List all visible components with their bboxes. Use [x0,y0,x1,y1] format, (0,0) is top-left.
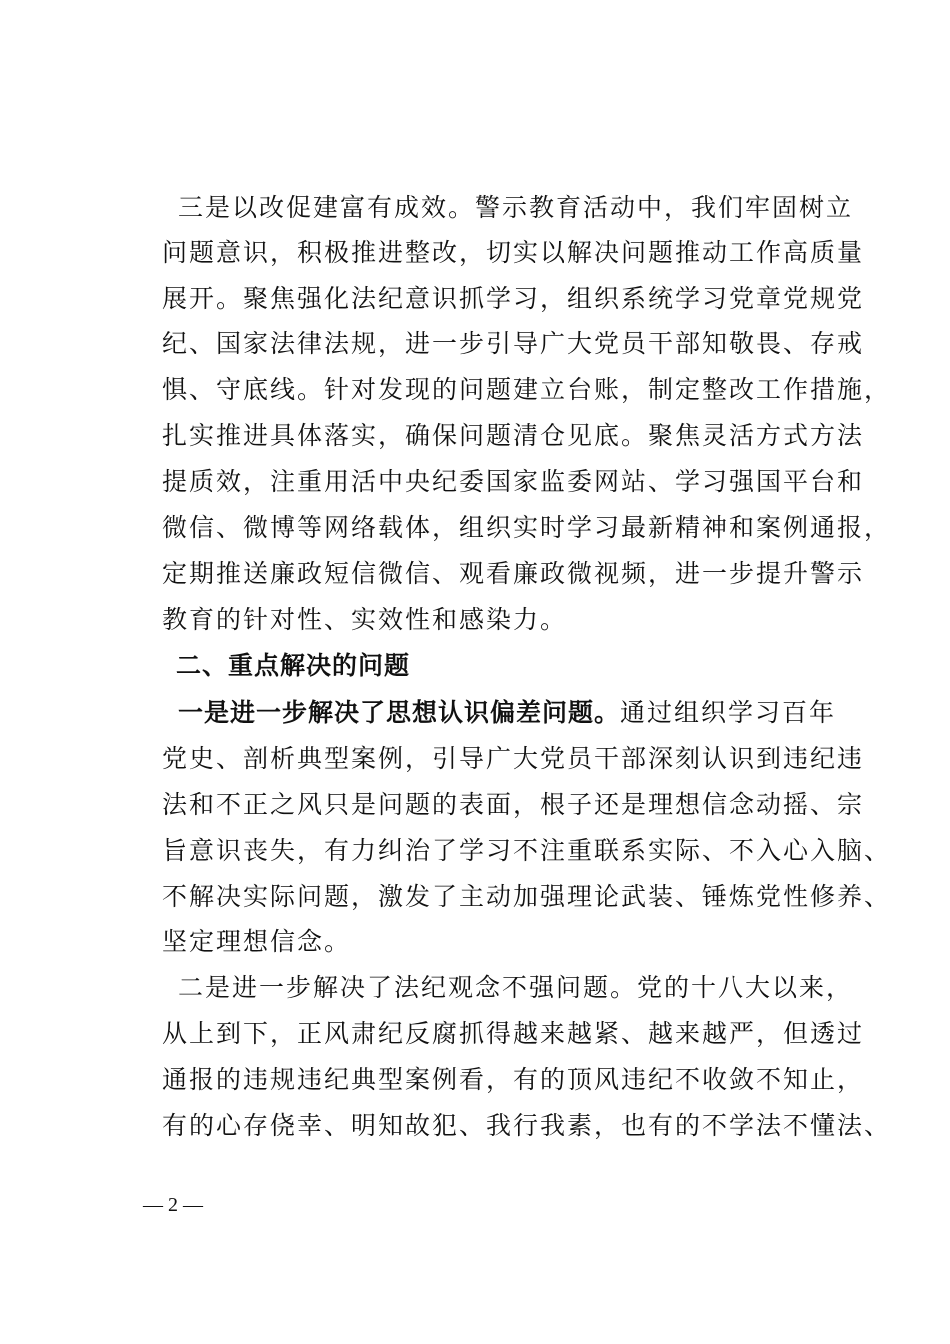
paragraph-2-bold-lead: 一是进一步解决了思想认识偏差问题。 [178,698,621,727]
paragraph-2-line-1 [178,697,836,729]
paragraph-1-line-8: 微信、微博等网络载体，组织实时学习最新精神和案例通报， [162,513,892,542]
paragraph-1-line-5: 惧、守底线。针对发现的问题建立台账，制定整改工作措施， [162,375,892,404]
paragraph-1-line-4: 纪、国家法律法规，进一步引导广大党员干部知敬畏、存戒 [162,329,865,358]
paragraph-3-line-2: 从上到下，正风肃纪反腐抓得越来越紧、越来越严，但透过 [162,1019,865,1048]
paragraph-1-line-2: 问题意识，积极推进整改，切实以解决问题推动工作高质量 [162,238,865,267]
page-number: — 2 — [143,1194,203,1216]
paragraph-2-line-2: 党史、剖析典型案例，引导广大党员干部深刻认识到违纪违 [162,744,865,773]
paragraph-1-line-7: 提质效，注重用活中央纪委国家监委网站、学习强国平台和 [162,467,865,496]
paragraph-3-line-3: 通报的违规违纪典型案例看，有的顶风违纪不收敛不知止， [162,1065,865,1094]
paragraph-1-line-9: 定期推送廉政短信微信、观看廉政微视频，进一步提升警示 [162,559,865,588]
paragraph-3-line-1: 二是进一步解决了法纪观念不强问题。党的十八大以来， [178,973,854,1002]
paragraph-1-line-1: 三是以改促建富有成效。警示教育活动中，我们牢固树立 [178,193,854,222]
paragraph-3-line-4: 有的心存侥幸、明知故犯、我行我素，也有的不学法不懂法、 [162,1111,892,1140]
paragraph-2-first-line-rest: 通过组织学习百年 [620,698,837,727]
paragraph-2-line-5: 不解决实际问题，激发了主动加强理论武装、锤炼党性修养、 [162,882,892,911]
paragraph-2-line-6: 坚定理想信念。 [162,927,352,956]
paragraph-1-line-3: 展开。聚焦强化法纪意识抓学习，组织系统学习党章党规党 [162,284,865,313]
section-heading: 二、重点解决的问题 [176,651,411,680]
paragraph-2-line-4: 旨意识丧失，有力纠治了学习不注重联系实际、不入心入脑、 [162,836,892,865]
paragraph-1-line-6: 扎实推进具体落实，确保问题清仓见底。聚焦灵活方式方法 [162,421,865,450]
paragraph-2-line-3: 法和不正之风只是问题的表面，根子还是理想信念动摇、宗 [162,790,865,819]
paragraph-1-line-10: 教育的针对性、实效性和感染力。 [162,605,568,634]
